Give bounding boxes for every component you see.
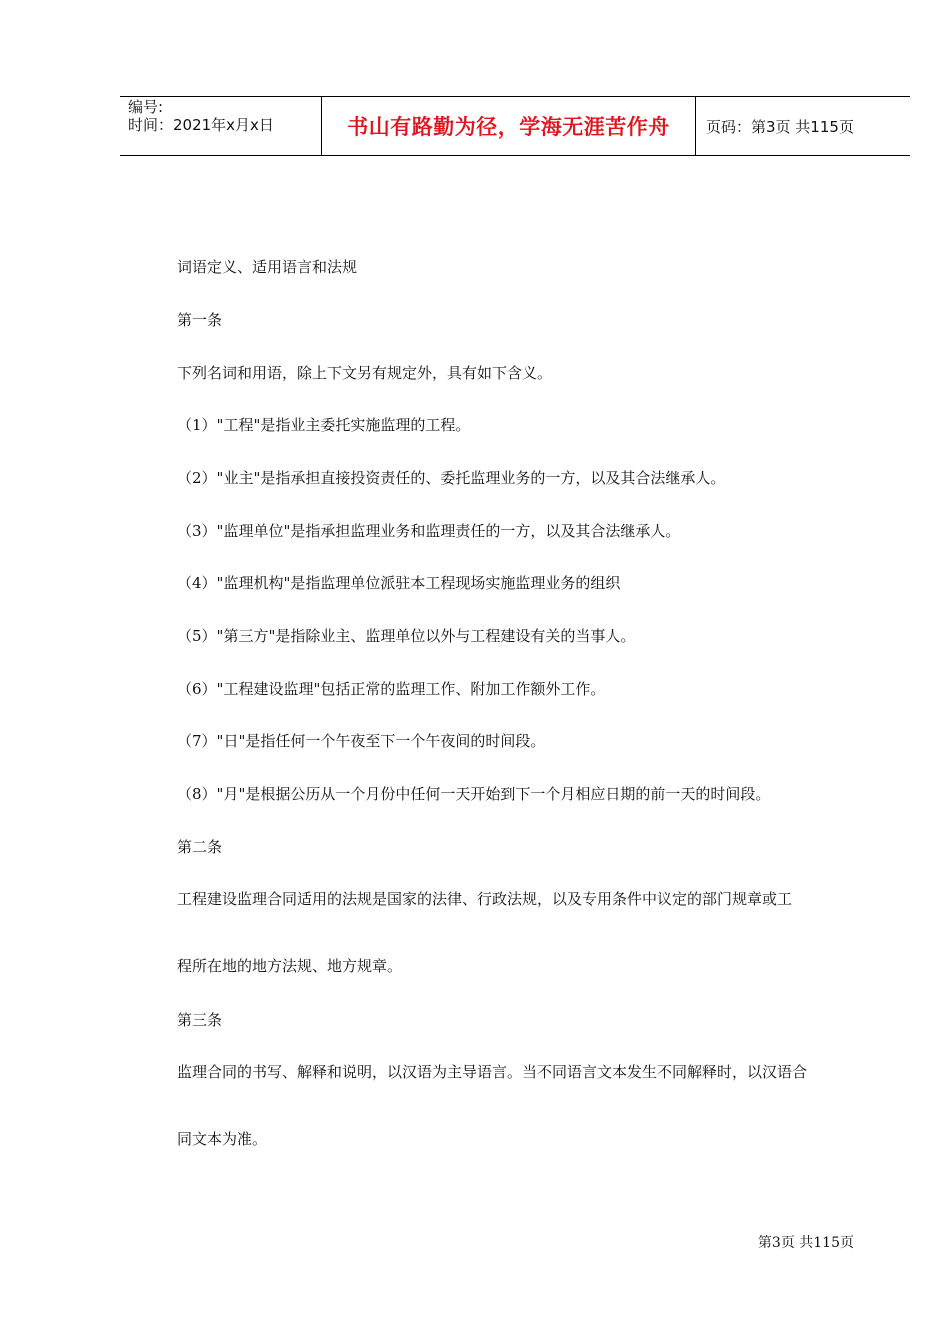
definition-item: （8）"月"是根据公历从一个月份中任何一天开始到下一个月相应日期的前一天的时间段。 xyxy=(177,785,771,803)
header-code: 编号: xyxy=(128,98,164,116)
article-1-intro: 下列名词和用语，除上下文另有规定外，具有如下含义。 xyxy=(177,364,553,382)
definition-item: （2）"业主"是指承担直接投资责任的、委托监理业务的一方，以及其合法继承人。 xyxy=(177,469,726,487)
definition-item: （3）"监理单位"是指承担监理业务和监理责任的一方，以及其合法继承人。 xyxy=(177,522,681,540)
article-3-text-line-1: 监理合同的书写、解释和说明，以汉语为主导语言。当不同语言文本发生不同解释时，以汉语合 xyxy=(177,1063,808,1081)
section-title: 词语定义、适用语言和法规 xyxy=(177,258,358,276)
article-3-text-line-2: 同文本为准。 xyxy=(177,1130,268,1148)
header-info-cell xyxy=(120,97,322,155)
definition-item: （5）"第三方"是指除业主、监理单位以外与工程建设有关的当事人。 xyxy=(177,627,636,645)
footer-page-number: 第3页 共115页 xyxy=(757,1235,854,1251)
article-2-text-line-1: 工程建设监理合同适用的法规是国家的法律、行政法规，以及专用条件中议定的部门规章或工 xyxy=(177,890,793,908)
article-3-title: 第三条 xyxy=(177,1011,223,1029)
article-1-title: 第一条 xyxy=(177,311,223,329)
definition-item: （1）"工程"是指业主委托实施监理的工程。 xyxy=(177,416,471,434)
header-motto: 书山有路勤为径，学海无涯苦作舟 xyxy=(322,97,696,155)
header-time: 时间：2021年x月x日 xyxy=(128,116,274,134)
document-header xyxy=(120,96,910,156)
definition-item: （7）"日"是指任何一个午夜至下一个午夜间的时间段。 xyxy=(177,732,546,750)
article-2-text-line-2: 程所在地的地方法规、地方规章。 xyxy=(177,957,403,975)
header-page-number: 页码：第3页 共115页 xyxy=(706,117,854,136)
definition-item: （4）"监理机构"是指监理单位派驻本工程现场实施监理业务的组织 xyxy=(177,574,621,592)
definition-item: （6）"工程建设监理"包括正常的监理工作、附加工作额外工作。 xyxy=(177,680,606,698)
article-2-title: 第二条 xyxy=(177,838,223,856)
